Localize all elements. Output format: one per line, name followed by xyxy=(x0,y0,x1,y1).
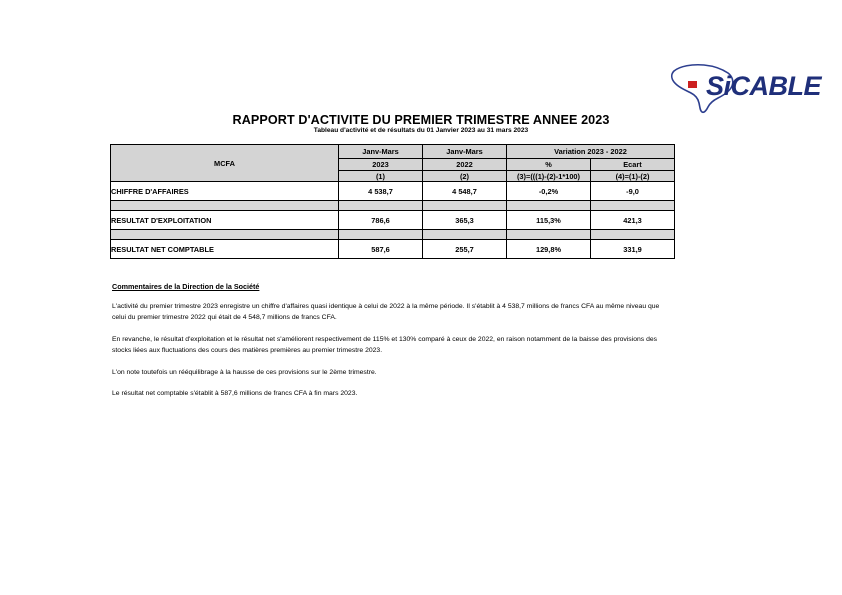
row-operating-pct: 115,3% xyxy=(507,211,591,230)
commentary-section xyxy=(112,282,672,409)
spacer-cell xyxy=(507,230,591,240)
table-spacer-row xyxy=(111,230,675,240)
row-operating-ecart: 421,3 xyxy=(591,211,675,230)
spacer-cell xyxy=(339,201,423,211)
row-revenue-ecart: -9,0 xyxy=(591,182,675,201)
row-net-2022: 255,7 xyxy=(423,240,507,259)
row-revenue-2023: 4 538,7 xyxy=(339,182,423,201)
header-note-1: (1) xyxy=(339,171,423,182)
page-title: RAPPORT D'ACTIVITE DU PREMIER TRIMESTRE ANNEE 2023 xyxy=(232,113,610,127)
row-net-pct: 129,8% xyxy=(507,240,591,259)
logo-red-square xyxy=(688,81,697,88)
row-operating-2022: 365,3 xyxy=(423,211,507,230)
header-cell-2023-line2: 2023 xyxy=(339,159,423,171)
header-cell-unit: MCFA xyxy=(111,145,339,182)
row-net-2023: 587,6 xyxy=(339,240,423,259)
row-label-net-result: RESULTAT NET COMPTABLE xyxy=(111,240,339,259)
table-header-row-1 xyxy=(111,145,675,159)
header-cell-pct: % xyxy=(507,159,591,171)
commentary-heading: Commentaires de la Direction de la Société xyxy=(112,282,260,291)
commentary-paragraph: L'on note toutefois un rééquilibrage à la hausse de ces provisions sur le 2ème trimestre. xyxy=(112,368,377,376)
spacer-cell xyxy=(591,230,675,240)
row-revenue-2022: 4 548,7 xyxy=(423,182,507,201)
page-subtitle: Tableau d'activité et de résultats du 01 Janvier 2023 au 31 mars 2023 xyxy=(313,127,529,134)
logo-wordmark: SiCABLE xyxy=(706,71,822,101)
row-label-operating-result: RESULTAT D'EXPLOITATION xyxy=(111,211,339,230)
table-row xyxy=(111,211,675,230)
africa-map-icon xyxy=(662,57,842,115)
row-revenue-pct: -0,2% xyxy=(507,182,591,201)
header-cell-2022-line1: Janv-Mars xyxy=(423,145,507,159)
table-row xyxy=(111,240,675,259)
header-cell-variation: Variation 2023 - 2022 xyxy=(507,145,675,159)
header-note-pct: (3)=(((1)-(2)-1*100) xyxy=(507,171,591,182)
company-logo xyxy=(662,57,842,115)
spacer-cell xyxy=(423,230,507,240)
spacer-cell xyxy=(507,201,591,211)
header-note-2: (2) xyxy=(423,171,507,182)
header-cell-ecart: Ecart xyxy=(591,159,675,171)
commentary-paragraph: L'activité du premier trimestre 2023 enregistre un chiffre d'affaires quasi identique à celui de 2022 à la même période. Il s'établit à 4 538,7 millions de francs CFA au même niveau que celui du premier trimestre 2022 qui était de 4 548,7 millions de francs CFA. xyxy=(112,303,660,322)
table-spacer-row xyxy=(111,201,675,211)
spacer-cell xyxy=(111,230,339,240)
commentary-paragraph: Le résultat net comptable s'établit à 587,6 millions de francs CFA à fin mars 2023. xyxy=(112,390,358,398)
header-cell-2022-line2: 2022 xyxy=(423,159,507,171)
header-note-ecart: (4)=(1)-(2) xyxy=(591,171,675,182)
row-net-ecart: 331,9 xyxy=(591,240,675,259)
spacer-cell xyxy=(423,201,507,211)
header-cell-2023-line1: Janv-Mars xyxy=(339,145,423,159)
row-operating-2023: 786,6 xyxy=(339,211,423,230)
spacer-cell xyxy=(339,230,423,240)
table-row xyxy=(111,182,675,201)
row-label-revenue: CHIFFRE D'AFFAIRES xyxy=(111,182,339,201)
financial-results-table xyxy=(110,144,675,259)
spacer-cell xyxy=(591,201,675,211)
commentary-paragraph: En revanche, le résultat d'exploitation et le résultat net s'améliorent respectivement de 115% et 130% comparé à ceux de 2022, en raison notamment de la baisse des provisions des stocks liées aux fluctuations des cours des matières premières au premier trimestre 2023. xyxy=(112,335,658,355)
spacer-cell xyxy=(111,201,339,211)
